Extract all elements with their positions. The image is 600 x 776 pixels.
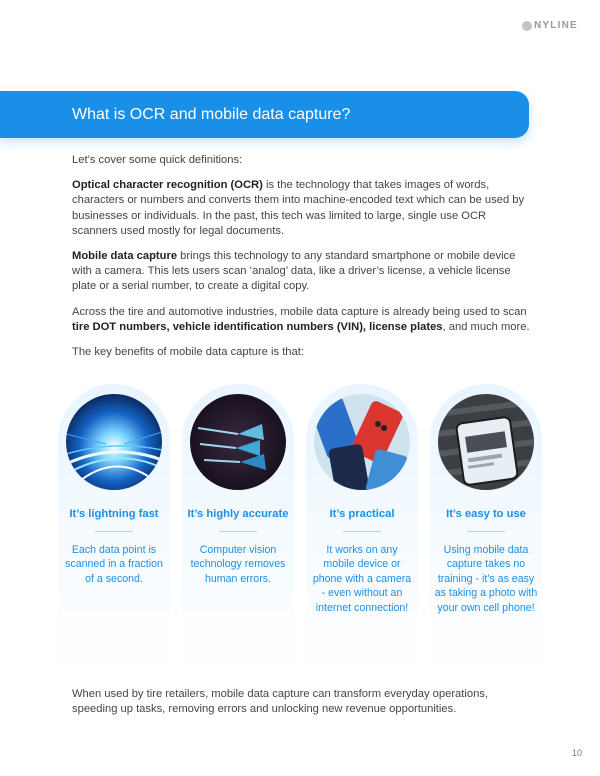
intro-paragraph xyxy=(72,153,532,168)
logo-text: NYLINE xyxy=(534,20,578,31)
card-title: It’s easy to use xyxy=(446,508,526,520)
section-title: What is OCR and mobile data capture? xyxy=(72,106,351,123)
intro-text: Let’s cover some quick definitions: xyxy=(72,154,243,166)
card-divider xyxy=(343,531,381,532)
industry-highlight: tire DOT numbers, vehicle identification numbers (VIN), license plates xyxy=(72,320,443,333)
benefits-intro xyxy=(72,345,532,360)
card-title: It’s lightning fast xyxy=(69,508,159,520)
benefit-card-accurate xyxy=(182,384,294,674)
logo-circle-icon xyxy=(522,21,532,31)
card-text: Computer vision technology removes human errors. xyxy=(190,544,286,585)
darts-icon xyxy=(190,394,286,490)
mdc-term: Mobile data capture xyxy=(72,250,178,263)
industry-text-end: , and much more. xyxy=(442,320,530,333)
benefit-card-easy xyxy=(430,384,542,674)
card-text: Using mobile data capture takes no training - it’s as easy as taking a photo with your own cell phone! xyxy=(434,544,538,614)
card-divider xyxy=(219,531,257,532)
industry-paragraph xyxy=(72,305,532,335)
card-title: It’s highly accurate xyxy=(187,508,289,520)
benefit-card-practical xyxy=(306,384,418,674)
card-title: It’s practical xyxy=(329,508,395,520)
card-divider xyxy=(95,531,133,532)
light-speed-tunnel-icon xyxy=(66,394,162,490)
ocr-definition: is the technology that takes images of words, characters or numbers and converts them into machine-encoded text which can be used by businesses or individuals. In the past, this tech was limited to large, single use OCR scanners used mostly for legal documents. xyxy=(72,179,525,237)
closing-paragraph: When used by tire retailers, mobile data capture can transform everyday operations, speeding up tasks, removing errors and unlocking new revenue opportunities. xyxy=(72,688,489,716)
ocr-term: Optical character recognition (OCR) xyxy=(72,179,263,192)
page-number: 10 xyxy=(571,748,582,758)
ocr-paragraph xyxy=(72,178,532,239)
phone-scanning-tire-icon xyxy=(438,394,534,490)
card-divider xyxy=(467,531,505,532)
section-banner xyxy=(0,91,529,138)
industry-text-start: Across the tire and automotive industries, mobile data capture is already being used to scan xyxy=(72,305,527,318)
benefits-intro-text: The key benefits of mobile data capture is that: xyxy=(72,346,304,359)
mdc-definition: brings this technology to any standard smartphone or mobile device with a camera. This lets users scan ‘analog’ data, like a driver’s license, a vehicle license plate or a serial number, to create a digital copy. xyxy=(72,250,516,293)
body-content xyxy=(72,153,532,370)
smartphones-icon xyxy=(314,394,410,490)
card-text: It works on any mobile device or phone with a camera - even without an internet connection! xyxy=(312,544,412,614)
mdc-paragraph xyxy=(72,249,532,295)
benefit-cards xyxy=(58,384,544,674)
card-text: Each data point is scanned in a fraction of a second. xyxy=(65,544,163,585)
anyline-logo xyxy=(522,20,578,31)
benefit-card-fast xyxy=(58,384,170,674)
